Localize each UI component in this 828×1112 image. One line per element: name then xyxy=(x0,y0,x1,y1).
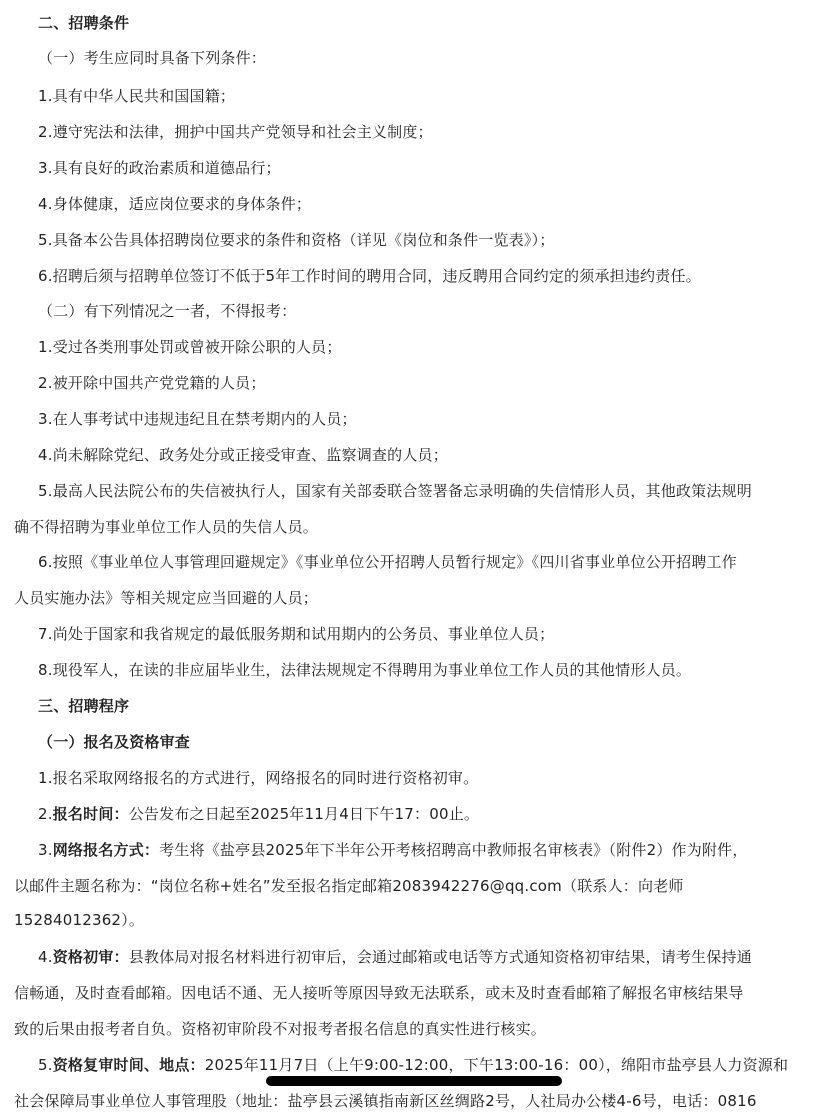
procedure-item-5-number: 5. xyxy=(38,1056,53,1074)
exclusion-item-6-line-1: 6.按照《事业单位人事管理回避规定》《事业单位公开招聘人员暂行规定》《四川省事业单位公开招聘工作 xyxy=(38,553,737,571)
exclusion-item-2: 2.被开除中国共产党党籍的人员； xyxy=(38,374,266,392)
exclusion-item-1: 1.受过各类刑事处罚或曾被开除公职的人员； xyxy=(38,338,342,356)
exclusion-item-6-line-2: 人员实施办法》等相关规定应当回避的人员； xyxy=(14,589,319,607)
procedure-item-3-line-3: 15284012362）。 xyxy=(14,911,145,929)
procedure-item-4-label: 资格初审： xyxy=(52,948,129,966)
subsection-2-2-heading: （二）有下列情况之一者，不得报考： xyxy=(38,302,297,320)
exclusion-item-8: 8.现役军人，在读的非应届毕业生，法律法规规定不得聘用为事业单位工作人员的其他情形人员。 xyxy=(38,661,692,679)
procedure-item-4-line-1 xyxy=(38,946,752,968)
exclusion-item-5-line-1: 5.最高人民法院公布的失信被执行人，国家有关部委联合签署备忘录明确的失信情形人员，其他政策法规明 xyxy=(38,482,752,500)
condition-item-5: 5.具备本公告具体招聘岗位要求的条件和资格（详见《岗位和条件一览表》）； xyxy=(38,231,555,249)
procedure-item-3-line-1 xyxy=(38,839,748,861)
procedure-item-5-label: 资格复审时间、地点： xyxy=(52,1056,205,1074)
procedure-item-4-line-3: 致的后果由报考者自负。资格初审阶段不对报考者报名信息的真实性进行核实。 xyxy=(14,1020,547,1038)
procedure-item-5-line-1 xyxy=(38,1054,788,1076)
section-3-heading: 三、招聘程序 xyxy=(38,697,130,715)
section-2-heading: 二、招聘条件 xyxy=(38,14,130,32)
procedure-item-4-number: 4. xyxy=(38,948,53,966)
procedure-item-3-line-2: 以邮件主题名称为：“岗位名称+姓名”发至报名指定邮箱2083942276@qq.com（联系人：向老师 xyxy=(14,877,684,895)
procedure-item-2-number: 2. xyxy=(38,805,53,823)
procedure-item-5-line-2: 社会保障局事业单位人事管理股（地址：盐亭县云溪镇指南新区丝绸路2号，人社局办公楼4-6号，电话：0816 xyxy=(14,1092,757,1110)
exclusion-item-4: 4.尚未解除党纪、政务处分或正接受审查、监察调查的人员； xyxy=(38,446,448,464)
procedure-item-4-text: 县教体局对报名材料进行初审后，会通过邮箱或电话等方式通知资格初审结果，请考生保持通 xyxy=(128,948,752,966)
procedure-item-4-line-2: 信畅通，及时查看邮箱。因电话不通、无人接听等原因导致无法联系，或未及时查看邮箱了解报名审核结果导 xyxy=(14,984,744,1002)
condition-item-6: 6.招聘后须与招聘单位签订不低于5年工作时间的聘用合同，违反聘用合同约定的须承担违约责任。 xyxy=(38,267,701,285)
procedure-item-2-text: 公告发布之日起至2025年11月4日下午17：00止。 xyxy=(128,805,480,823)
procedure-item-3-text: 考生将《盐亭县2025年下半年公开考核招聘高中教师报名审核表》（附件2）作为附件， xyxy=(159,841,748,859)
condition-item-4: 4.身体健康，适应岗位要求的身体条件； xyxy=(38,195,312,213)
procedure-item-3-number: 3. xyxy=(38,841,53,859)
procedure-item-3-label: 网络报名方式： xyxy=(52,841,160,859)
procedure-item-5-text: 2025年11月7日（上午9:00-12:00，下午13:00-16：00），绵阳市盐亭县人力资源和 xyxy=(204,1056,789,1074)
exclusion-item-7: 7.尚处于国家和我省规定的最低服务期和试用期内的公务员、事业单位人员； xyxy=(38,625,555,643)
procedure-item-2-label: 报名时间： xyxy=(52,805,129,823)
exclusion-item-5-line-2: 确不得招聘为事业单位工作人员的失信人员。 xyxy=(14,518,319,536)
exclusion-item-3: 3.在人事考试中违规违纪且在禁考期内的人员； xyxy=(38,410,357,428)
procedure-item-2 xyxy=(38,803,479,825)
procedure-item-1: 1.报名采取网络报名的方式进行，网络报名的同时进行资格初审。 xyxy=(38,769,479,787)
home-indicator-bar[interactable] xyxy=(266,1076,562,1086)
condition-item-3: 3.具有良好的政治素质和道德品行； xyxy=(38,159,281,177)
condition-item-2: 2.遵守宪法和法律，拥护中国共产党领导和社会主义制度； xyxy=(38,123,433,141)
subsection-3-1-heading: （一）报名及资格审查 xyxy=(38,733,191,751)
condition-item-1: 1.具有中华人民共和国国籍； xyxy=(38,87,236,105)
subsection-2-1-heading: （一）考生应同时具备下列条件： xyxy=(38,49,267,67)
